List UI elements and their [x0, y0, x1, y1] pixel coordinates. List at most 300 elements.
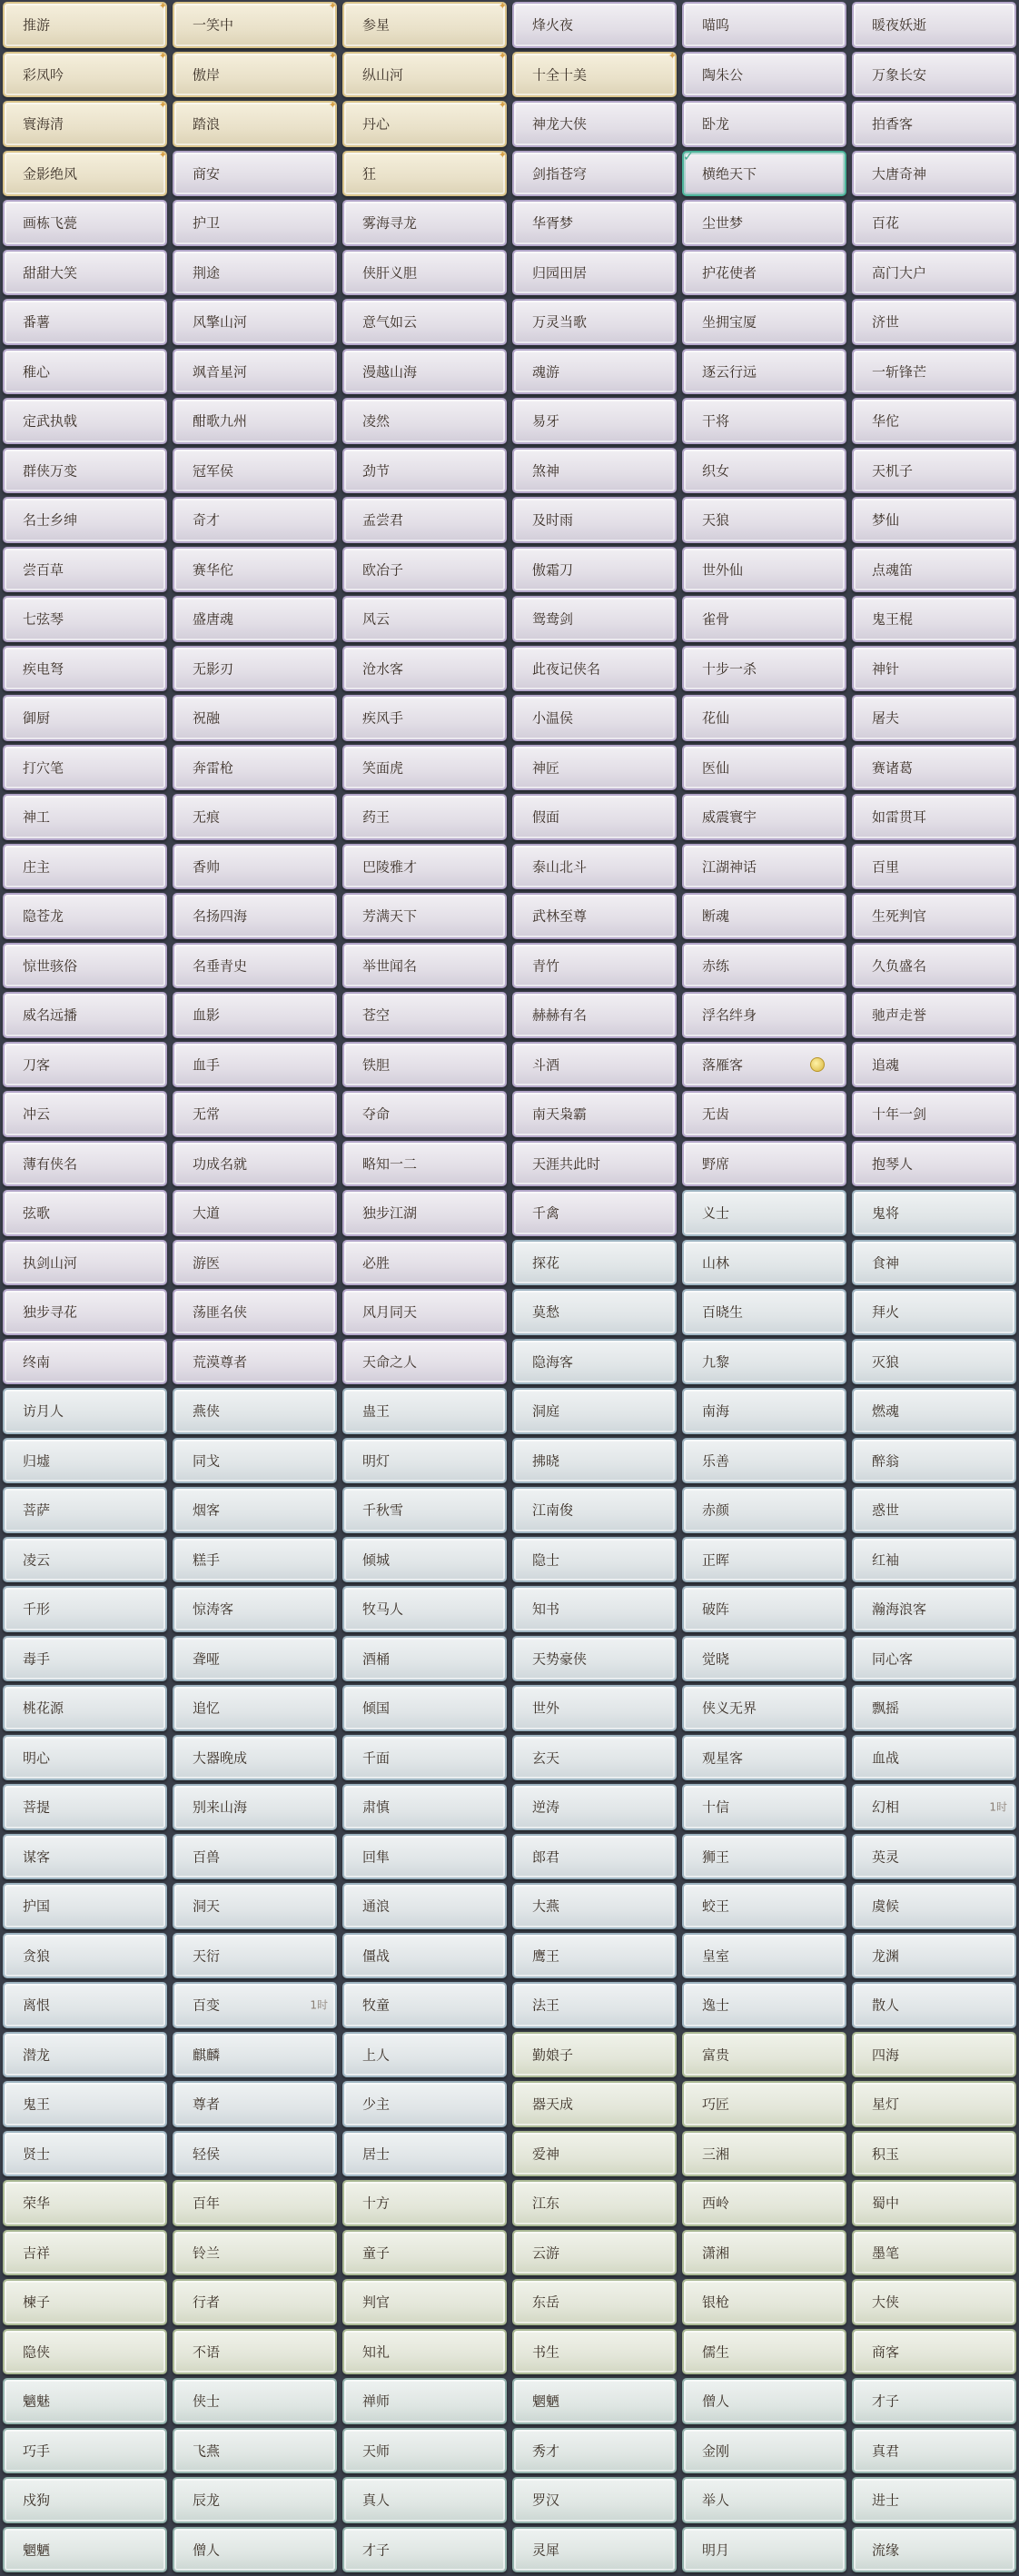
title-card[interactable] [3, 1537, 167, 1583]
title-card[interactable] [512, 1834, 677, 1880]
title-card[interactable] [173, 2428, 337, 2474]
title-card[interactable] [342, 1487, 507, 1533]
title-card[interactable] [173, 299, 337, 345]
title-card[interactable] [852, 943, 1016, 989]
title-card[interactable] [852, 596, 1016, 642]
title-card[interactable] [3, 49, 167, 98]
title-card[interactable] [682, 398, 846, 444]
title-card[interactable] [852, 1537, 1016, 1583]
title-card[interactable] [173, 2477, 337, 2523]
title-card[interactable] [342, 250, 507, 296]
title-card[interactable] [682, 349, 846, 395]
title-card[interactable] [512, 2477, 677, 2523]
title-card[interactable] [512, 497, 677, 543]
title-card[interactable] [342, 2, 507, 48]
title-card[interactable] [852, 299, 1016, 345]
title-card[interactable] [3, 745, 167, 791]
title-card[interactable] [682, 1636, 846, 1682]
title-card[interactable] [512, 398, 677, 444]
title-card[interactable] [342, 2180, 507, 2226]
title-card[interactable] [342, 2428, 507, 2474]
title-card[interactable] [682, 1982, 846, 2028]
title-card[interactable] [512, 250, 677, 296]
title-card[interactable] [173, 151, 337, 197]
title-card[interactable] [512, 646, 677, 692]
title-card[interactable] [173, 497, 337, 543]
title-card[interactable] [852, 1586, 1016, 1632]
title-card[interactable] [852, 1784, 1016, 1830]
title-card[interactable] [342, 101, 507, 147]
title-card[interactable] [173, 1537, 337, 1583]
title-card[interactable] [342, 794, 507, 840]
title-card[interactable] [852, 497, 1016, 543]
title-card[interactable] [682, 1735, 846, 1781]
title-card[interactable] [512, 992, 677, 1038]
title-card[interactable] [173, 2, 337, 48]
title-card[interactable] [682, 2, 846, 48]
title-card[interactable] [342, 646, 507, 692]
title-card[interactable] [342, 1091, 507, 1137]
title-card[interactable] [3, 398, 167, 444]
title-card[interactable] [852, 1636, 1016, 1682]
title-card[interactable] [512, 1240, 677, 1286]
title-card[interactable] [682, 1438, 846, 1484]
title-card[interactable] [512, 1586, 677, 1632]
title-card[interactable] [342, 2230, 507, 2276]
title-card[interactable] [682, 497, 846, 543]
title-card[interactable] [342, 1190, 507, 1236]
title-card[interactable] [342, 1537, 507, 1583]
title-card[interactable] [852, 2477, 1016, 2523]
title-card[interactable] [342, 448, 507, 494]
title-card[interactable] [852, 1933, 1016, 1979]
title-card[interactable] [3, 1190, 167, 1236]
title-card[interactable] [3, 1487, 167, 1533]
title-card[interactable] [342, 844, 507, 890]
title-card[interactable] [852, 1834, 1016, 1880]
title-card[interactable] [512, 151, 677, 197]
title-card[interactable] [682, 101, 846, 147]
title-card[interactable] [852, 1091, 1016, 1137]
title-card[interactable] [852, 1190, 1016, 1236]
title-card[interactable] [852, 2180, 1016, 2226]
title-card[interactable] [682, 1834, 846, 1880]
title-card[interactable] [682, 151, 846, 197]
title-card[interactable] [3, 2, 167, 48]
title-card[interactable] [173, 49, 337, 98]
title-card[interactable] [173, 2329, 337, 2375]
title-card[interactable] [3, 2180, 167, 2226]
title-card[interactable] [682, 844, 846, 890]
title-card[interactable] [3, 101, 167, 147]
title-card[interactable] [682, 646, 846, 692]
title-card[interactable] [512, 547, 677, 593]
title-card[interactable] [852, 1438, 1016, 1484]
title-card[interactable] [3, 1438, 167, 1484]
title-card[interactable] [342, 398, 507, 444]
title-card[interactable] [682, 1388, 846, 1434]
title-card[interactable] [512, 2279, 677, 2325]
title-card[interactable] [3, 2279, 167, 2325]
title-card[interactable] [3, 844, 167, 890]
title-card[interactable] [682, 2428, 846, 2474]
title-card[interactable] [852, 646, 1016, 692]
title-card[interactable] [512, 299, 677, 345]
title-card[interactable] [342, 943, 507, 989]
title-card[interactable] [512, 1388, 677, 1434]
title-card[interactable] [682, 1339, 846, 1385]
title-card[interactable] [3, 1735, 167, 1781]
title-card[interactable] [173, 1190, 337, 1236]
title-card[interactable] [512, 893, 677, 939]
title-card[interactable] [682, 1487, 846, 1533]
title-card[interactable] [682, 745, 846, 791]
title-card[interactable] [173, 448, 337, 494]
title-card[interactable] [512, 1042, 677, 1088]
title-card[interactable] [682, 250, 846, 296]
title-card[interactable] [173, 1091, 337, 1137]
title-card[interactable] [682, 992, 846, 1038]
title-card[interactable] [342, 1735, 507, 1781]
title-card[interactable] [512, 2378, 677, 2424]
title-card[interactable] [682, 1883, 846, 1929]
title-card[interactable] [682, 52, 846, 98]
title-card[interactable] [512, 1883, 677, 1929]
title-card[interactable] [3, 250, 167, 296]
title-card[interactable] [3, 794, 167, 840]
title-card[interactable] [512, 1339, 677, 1385]
title-card[interactable] [342, 1636, 507, 1682]
title-card[interactable] [342, 547, 507, 593]
title-card[interactable] [3, 1784, 167, 1830]
title-card[interactable] [3, 1091, 167, 1137]
title-card[interactable] [682, 1537, 846, 1583]
title-card[interactable] [173, 547, 337, 593]
title-card[interactable] [173, 101, 337, 147]
title-card[interactable] [342, 1982, 507, 2028]
title-card[interactable] [682, 2477, 846, 2523]
title-card[interactable] [852, 448, 1016, 494]
title-card[interactable] [682, 2230, 846, 2276]
title-card[interactable] [342, 49, 507, 98]
title-card[interactable] [3, 2032, 167, 2078]
title-card[interactable] [682, 794, 846, 840]
title-card[interactable] [3, 2378, 167, 2424]
title-card[interactable] [852, 52, 1016, 98]
title-card[interactable] [342, 1933, 507, 1979]
title-card[interactable] [682, 1933, 846, 1979]
title-card[interactable] [682, 200, 846, 246]
title-card[interactable] [852, 745, 1016, 791]
title-card[interactable] [173, 646, 337, 692]
title-card[interactable] [342, 1685, 507, 1731]
title-card[interactable] [173, 398, 337, 444]
title-card[interactable] [512, 695, 677, 741]
title-card[interactable] [342, 2279, 507, 2325]
title-card[interactable] [3, 893, 167, 939]
title-card[interactable] [852, 1982, 1016, 2028]
title-card[interactable] [852, 1487, 1016, 1533]
title-card[interactable] [512, 1685, 677, 1731]
title-card[interactable] [3, 1339, 167, 1385]
title-card[interactable] [512, 1735, 677, 1781]
title-card[interactable] [3, 1042, 167, 1088]
title-card[interactable] [342, 148, 507, 197]
title-card[interactable] [3, 2329, 167, 2375]
title-card[interactable] [682, 299, 846, 345]
title-card[interactable] [682, 547, 846, 593]
title-card[interactable] [852, 2378, 1016, 2424]
title-card[interactable] [682, 2131, 846, 2177]
title-card[interactable] [342, 349, 507, 395]
title-card[interactable] [173, 745, 337, 791]
title-card[interactable] [173, 1784, 337, 1830]
title-card[interactable] [173, 349, 337, 395]
title-card[interactable] [173, 1586, 337, 1632]
title-card[interactable] [342, 1042, 507, 1088]
title-card[interactable] [173, 1289, 337, 1335]
title-card[interactable] [342, 200, 507, 246]
title-card[interactable] [512, 1438, 677, 1484]
title-card[interactable] [682, 2378, 846, 2424]
title-card[interactable] [682, 893, 846, 939]
title-card[interactable] [852, 695, 1016, 741]
title-card[interactable] [852, 200, 1016, 246]
title-card[interactable] [3, 2477, 167, 2523]
title-card[interactable] [342, 1586, 507, 1632]
title-card[interactable] [3, 1289, 167, 1335]
title-card[interactable] [342, 695, 507, 741]
title-card[interactable] [3, 1388, 167, 1434]
title-card[interactable] [682, 2081, 846, 2127]
title-card[interactable] [3, 2131, 167, 2177]
title-card[interactable] [682, 695, 846, 741]
title-card[interactable] [512, 844, 677, 890]
title-card[interactable] [512, 2131, 677, 2177]
title-card[interactable] [173, 893, 337, 939]
title-card[interactable] [682, 2329, 846, 2375]
title-card[interactable] [512, 2329, 677, 2375]
title-card[interactable] [173, 596, 337, 642]
title-card[interactable] [852, 1240, 1016, 1286]
title-card[interactable] [3, 992, 167, 1038]
title-card[interactable] [852, 2428, 1016, 2474]
title-card[interactable] [852, 1685, 1016, 1731]
title-card[interactable] [342, 1141, 507, 1187]
title-card[interactable] [852, 1388, 1016, 1434]
title-card[interactable] [342, 2477, 507, 2523]
title-card[interactable] [512, 794, 677, 840]
title-card[interactable] [512, 1091, 677, 1137]
title-card[interactable] [512, 596, 677, 642]
title-card[interactable] [3, 1141, 167, 1187]
title-card[interactable] [3, 646, 167, 692]
title-card[interactable] [3, 1883, 167, 1929]
title-card[interactable] [3, 695, 167, 741]
title-card[interactable] [173, 1487, 337, 1533]
title-card[interactable] [3, 2081, 167, 2127]
title-card[interactable] [3, 200, 167, 246]
title-card[interactable] [682, 943, 846, 989]
title-card[interactable] [342, 2032, 507, 2078]
title-card[interactable] [512, 2032, 677, 2078]
title-card[interactable] [173, 1834, 337, 1880]
title-card[interactable] [342, 596, 507, 642]
title-card[interactable] [3, 1834, 167, 1880]
title-card[interactable] [512, 1141, 677, 1187]
title-card[interactable] [852, 1735, 1016, 1781]
title-card[interactable] [512, 448, 677, 494]
title-card[interactable] [3, 2230, 167, 2276]
title-card[interactable] [852, 1141, 1016, 1187]
title-card[interactable] [3, 349, 167, 395]
title-card[interactable] [342, 1339, 507, 1385]
title-card[interactable] [173, 250, 337, 296]
title-card[interactable] [512, 1933, 677, 1979]
title-card[interactable] [173, 1685, 337, 1731]
title-card[interactable] [512, 1537, 677, 1583]
title-card[interactable] [512, 1636, 677, 1682]
title-card[interactable] [512, 1784, 677, 1830]
title-card[interactable] [3, 596, 167, 642]
title-card[interactable] [342, 1883, 507, 1929]
title-card[interactable] [512, 2081, 677, 2127]
title-card[interactable] [173, 1042, 337, 1088]
title-card[interactable] [682, 2527, 846, 2573]
title-card[interactable] [682, 1289, 846, 1335]
title-card[interactable] [512, 49, 677, 98]
title-card[interactable] [173, 992, 337, 1038]
title-card[interactable] [852, 1289, 1016, 1335]
title-card[interactable] [342, 1438, 507, 1484]
title-card[interactable] [682, 1190, 846, 1236]
title-card[interactable] [682, 2180, 846, 2226]
title-card[interactable] [512, 2, 677, 48]
title-card[interactable] [173, 2378, 337, 2424]
title-card[interactable] [512, 2527, 677, 2573]
title-card[interactable] [3, 2428, 167, 2474]
title-card[interactable] [342, 745, 507, 791]
title-card[interactable] [3, 1982, 167, 2028]
title-card[interactable] [342, 497, 507, 543]
title-card[interactable] [173, 1388, 337, 1434]
title-card[interactable] [342, 1240, 507, 1286]
title-card[interactable] [682, 1784, 846, 1830]
title-card[interactable] [342, 1289, 507, 1335]
title-card[interactable] [173, 1438, 337, 1484]
title-card[interactable] [342, 2081, 507, 2127]
title-card[interactable] [3, 547, 167, 593]
title-card[interactable] [173, 1141, 337, 1187]
title-card[interactable] [173, 2527, 337, 2573]
title-card[interactable] [342, 2378, 507, 2424]
title-card[interactable] [852, 992, 1016, 1038]
title-card[interactable] [3, 1240, 167, 1286]
title-card[interactable] [512, 1982, 677, 2028]
title-card[interactable] [3, 299, 167, 345]
title-card[interactable] [3, 1933, 167, 1979]
title-card[interactable] [852, 101, 1016, 147]
title-card[interactable] [682, 1042, 846, 1088]
title-card[interactable] [173, 1933, 337, 1979]
title-card[interactable] [852, 2230, 1016, 2276]
title-card[interactable] [3, 943, 167, 989]
title-card[interactable] [342, 2131, 507, 2177]
title-card[interactable] [512, 1487, 677, 1533]
title-card[interactable] [342, 2527, 507, 2573]
title-card[interactable] [342, 1834, 507, 1880]
title-card[interactable] [173, 1883, 337, 1929]
title-card[interactable] [3, 148, 167, 197]
title-card[interactable] [852, 1883, 1016, 1929]
title-card[interactable] [852, 893, 1016, 939]
title-card[interactable] [173, 695, 337, 741]
title-card[interactable] [852, 844, 1016, 890]
title-card[interactable] [852, 2527, 1016, 2573]
title-card[interactable] [852, 2, 1016, 48]
title-card[interactable] [173, 1982, 337, 2028]
title-card[interactable] [682, 596, 846, 642]
title-card[interactable] [682, 2032, 846, 2078]
title-card[interactable] [512, 2428, 677, 2474]
title-card[interactable] [3, 497, 167, 543]
title-card[interactable] [682, 1141, 846, 1187]
title-card[interactable] [682, 448, 846, 494]
title-card[interactable] [682, 1240, 846, 1286]
title-card[interactable] [512, 943, 677, 989]
title-card[interactable] [852, 547, 1016, 593]
title-card[interactable] [173, 2032, 337, 2078]
title-card[interactable] [3, 2527, 167, 2573]
title-card[interactable] [512, 1190, 677, 1236]
title-card[interactable] [3, 1636, 167, 1682]
title-card[interactable] [852, 398, 1016, 444]
title-card[interactable] [173, 2131, 337, 2177]
title-card[interactable] [682, 1091, 846, 1137]
title-card[interactable] [852, 349, 1016, 395]
title-card[interactable] [173, 1636, 337, 1682]
title-card[interactable] [342, 992, 507, 1038]
title-card[interactable] [682, 2279, 846, 2325]
title-card[interactable] [852, 2032, 1016, 2078]
title-card[interactable] [342, 299, 507, 345]
title-card[interactable] [852, 2131, 1016, 2177]
title-card[interactable] [342, 1388, 507, 1434]
title-card[interactable] [173, 200, 337, 246]
title-card[interactable] [173, 1339, 337, 1385]
title-card[interactable] [173, 844, 337, 890]
title-card[interactable] [852, 2329, 1016, 2375]
title-card[interactable] [512, 745, 677, 791]
title-card[interactable] [342, 893, 507, 939]
title-card[interactable] [852, 1339, 1016, 1385]
title-card[interactable] [173, 2230, 337, 2276]
title-card[interactable] [512, 2180, 677, 2226]
title-card[interactable] [173, 2180, 337, 2226]
title-card[interactable] [173, 2279, 337, 2325]
title-card[interactable] [3, 448, 167, 494]
title-card[interactable] [512, 101, 677, 147]
title-card[interactable] [342, 2329, 507, 2375]
title-card[interactable] [852, 2081, 1016, 2127]
title-card[interactable] [852, 2279, 1016, 2325]
title-card[interactable] [852, 151, 1016, 197]
title-card[interactable] [852, 794, 1016, 840]
title-card[interactable] [173, 943, 337, 989]
title-card[interactable] [3, 1586, 167, 1632]
title-card[interactable] [512, 1289, 677, 1335]
title-card[interactable] [852, 250, 1016, 296]
